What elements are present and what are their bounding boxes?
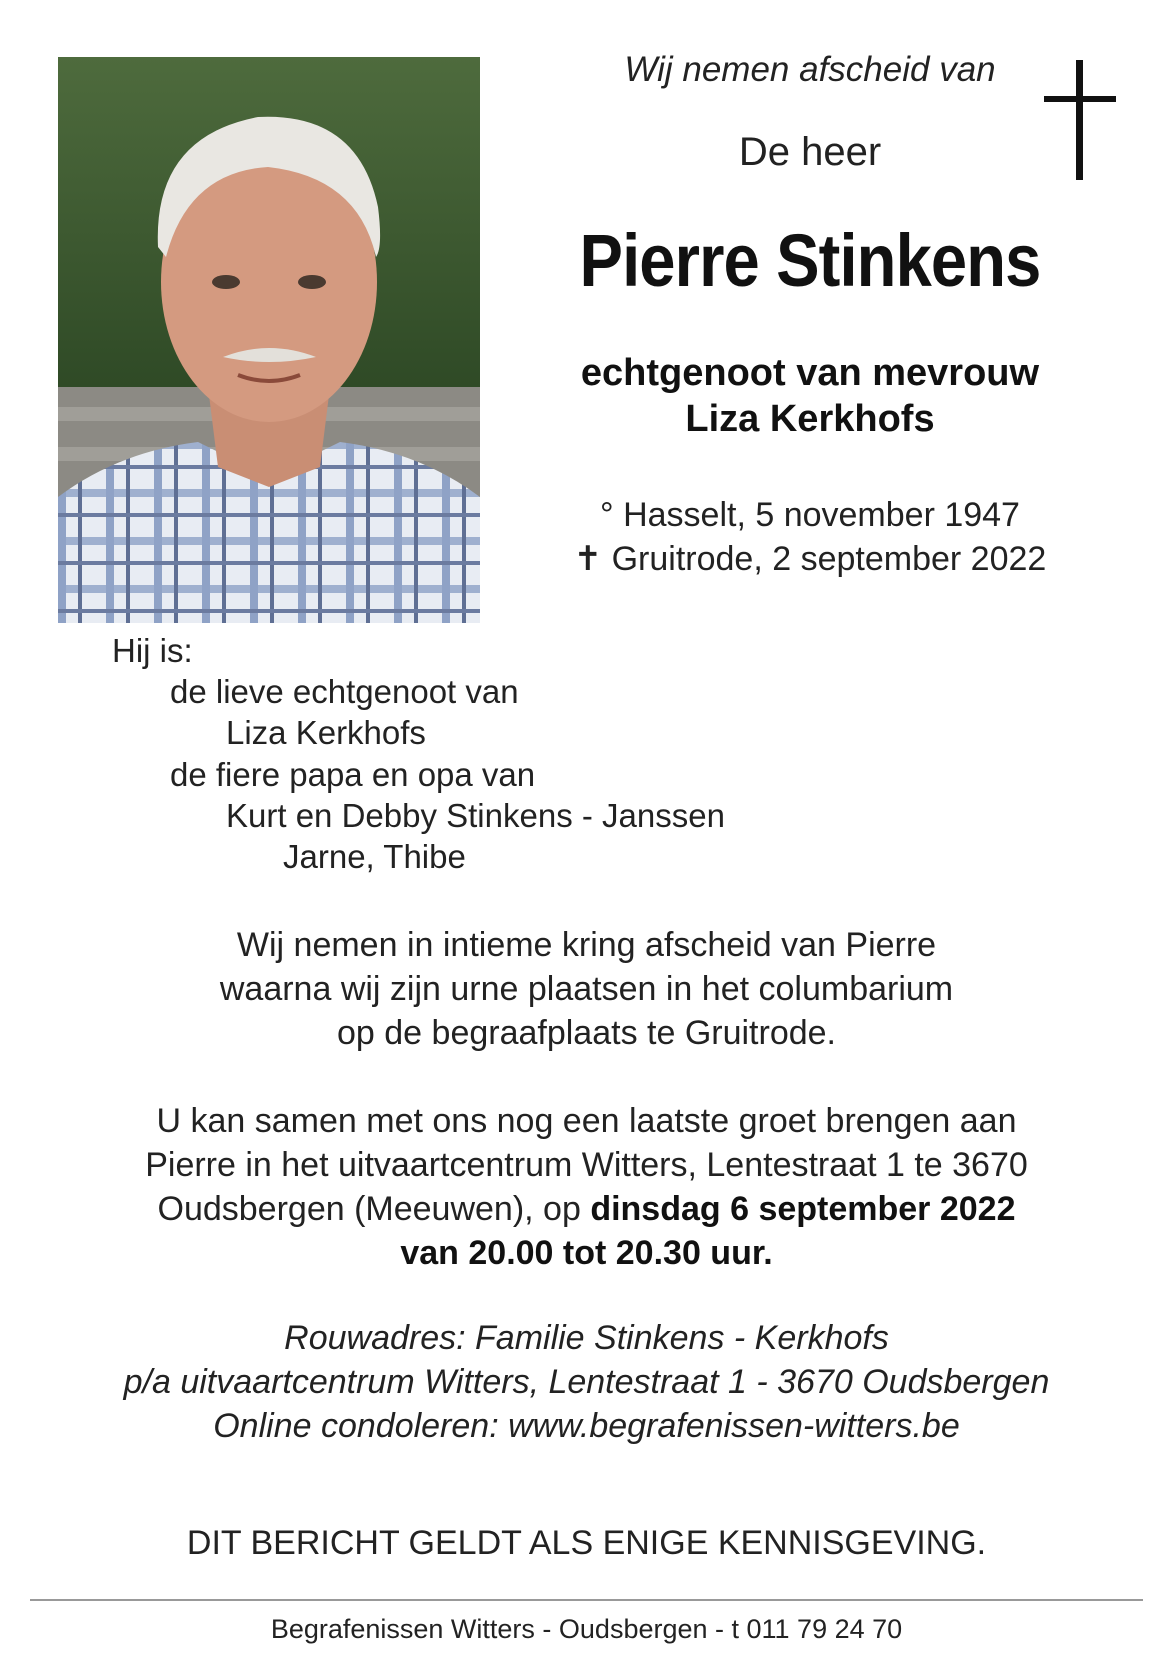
address-line: p/a uitvaartcentrum Witters, Lentestraat 1 - 3670 Oudsbergen (123, 1363, 1050, 1401)
ceremony-line: op de begraafplaats te Gruitrode. (337, 1014, 836, 1052)
ceremony-line: Wij nemen in intieme kring afscheid van Pierre (236, 926, 937, 964)
footer-contact: Begrafenissen Witters - Oudsbergen - t 011 79 24 70 (270, 1614, 903, 1644)
visit-time: van 20.00 tot 20.30 uur. (400, 1234, 773, 1272)
death-date: ✝ Gruitrode, 2 september 2022 (573, 540, 1047, 578)
spouse-info (530, 350, 1090, 442)
intro-text: Wij nemen afscheid van (624, 50, 996, 89)
birth-date: ° Hasselt, 5 november 1947 (600, 496, 1020, 534)
spouse-name: Liza Kerkhofs (685, 398, 935, 440)
relation-line: Kurt en Debby Stinkens - Janssen (226, 797, 725, 834)
visit-paragraph (40, 1099, 1133, 1275)
visit-place: Oudsbergen (Meeuwen), op (157, 1190, 591, 1228)
visit-line: Pierre in het uitvaartcentrum Witters, Lentestraat 1 te 3670 (145, 1146, 1028, 1184)
visit-line (40, 1187, 1133, 1231)
relations-heading: Hij is: (112, 632, 193, 669)
address-line: Rouwadres: Familie Stinkens - Kerkhofs (284, 1319, 889, 1357)
visit-time-line (40, 1231, 1133, 1275)
footer-divider (30, 1599, 1143, 1601)
portrait-photo (58, 57, 480, 623)
relation-line: de lieve echtgenoot van (170, 673, 519, 710)
spouse-line-1: echtgenoot van mevrouw (580, 352, 1040, 394)
official-notice: DIT BERICHT GELDT ALS ENIGE KENNISGEVING. (186, 1524, 987, 1562)
ceremony-paragraph (40, 923, 1133, 1055)
ceremony-line: waarna wij zijn urne plaatsen in het columbarium (219, 970, 954, 1008)
visit-date: dinsdag 6 september 2022 (590, 1190, 1016, 1228)
portrait-illustration (58, 57, 480, 623)
condolence-line: Online condoleren: www.begrafenissen-witters.be (213, 1407, 960, 1445)
relation-line: Liza Kerkhofs (226, 714, 426, 751)
relation-line: Jarne, Thibe (283, 838, 466, 875)
salutation: De heer (738, 130, 882, 174)
deceased-name: Pierre Stinkens (579, 219, 1041, 302)
life-dates (530, 493, 1090, 581)
mourning-address (40, 1316, 1133, 1448)
relation-line: de fiere papa en opa van (170, 756, 536, 793)
visit-line: U kan samen met ons nog een laatste groet brengen aan (156, 1102, 1017, 1140)
